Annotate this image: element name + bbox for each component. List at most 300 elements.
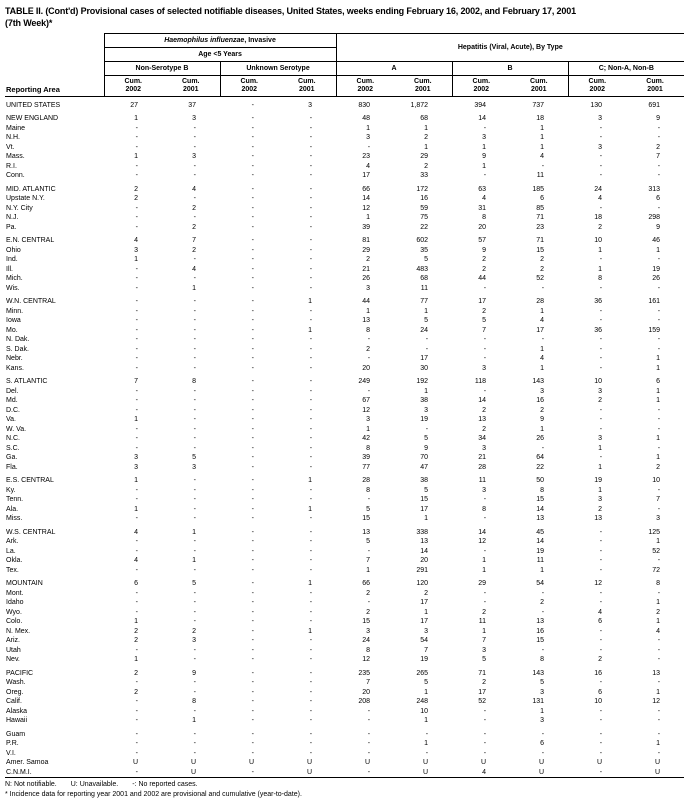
value-cell: 6: [598, 688, 603, 696]
value-cell: -: [309, 307, 313, 315]
value-cell: 52: [478, 698, 487, 705]
value-cell: 2: [540, 265, 545, 273]
table-row: [5, 284, 684, 294]
value-cell: 12: [362, 656, 371, 663]
reporting-area-cell: Minn.: [6, 307, 24, 315]
value-cell: -: [251, 265, 254, 273]
value-cell: -: [483, 387, 487, 395]
value-cell: 14: [478, 528, 487, 536]
value-cell: -: [251, 134, 254, 141]
value-cell: -: [599, 425, 603, 433]
value-cell: 13: [536, 515, 545, 522]
value-cell: -: [599, 557, 603, 564]
cum-2001-header: [162, 76, 220, 97]
value-cell: -: [309, 246, 313, 254]
value-cell: -: [251, 364, 254, 372]
value-cell: U: [538, 759, 545, 766]
reporting-area-cell: MID. ATLANTIC: [6, 185, 56, 193]
value-cell: -: [541, 730, 545, 738]
value-cell: 1: [540, 364, 545, 372]
cum-label: Cum.: [472, 78, 491, 85]
value-cell: -: [251, 162, 254, 170]
value-cell: 4: [192, 265, 196, 273]
value-cell: 130: [590, 101, 603, 109]
value-cell: 3: [540, 688, 545, 696]
value-cell: -: [193, 195, 196, 202]
value-cell: -: [251, 378, 254, 385]
value-cell: 1: [308, 505, 313, 513]
value-cell: 1: [424, 143, 429, 151]
value-cell: 12: [362, 406, 371, 414]
value-cell: 77: [420, 298, 429, 305]
value-cell: 13: [594, 515, 603, 522]
value-cell: -: [657, 730, 661, 738]
value-cell: 1: [424, 608, 429, 616]
cum-2001-header: [510, 76, 568, 97]
value-cell: 8: [540, 486, 545, 494]
value-cell: -: [251, 515, 254, 522]
value-cell: 10: [420, 707, 429, 715]
value-cell: -: [251, 355, 254, 362]
reporting-area-cell: Fla.: [6, 463, 18, 471]
table-row: [5, 185, 684, 195]
hflu-rest-label: , Invasive: [244, 36, 276, 44]
value-cell: 13: [478, 416, 487, 423]
value-cell: 36: [594, 298, 603, 305]
value-cell: -: [135, 486, 138, 494]
value-cell: -: [193, 547, 196, 555]
value-cell: -: [309, 387, 313, 395]
value-cell: -: [309, 378, 313, 385]
value-cell: U: [480, 759, 487, 766]
value-cell: 1: [482, 143, 487, 151]
value-cell: -: [483, 345, 487, 353]
year-label: 2001: [530, 86, 547, 93]
value-cell: -: [425, 336, 429, 343]
table-row: [5, 316, 684, 326]
value-cell: 2: [598, 656, 603, 663]
value-cell: 3: [482, 486, 487, 494]
value-cell: -: [657, 444, 661, 452]
value-cell: -: [599, 336, 603, 343]
value-cell: -: [599, 627, 603, 635]
value-cell: 21: [362, 265, 371, 273]
value-cell: -: [599, 749, 603, 757]
value-cell: -: [657, 656, 661, 663]
value-cell: -: [309, 345, 313, 353]
value-cell: 48: [362, 115, 371, 122]
value-cell: -: [599, 707, 603, 715]
value-cell: -: [135, 749, 138, 757]
value-cell: 75: [420, 214, 429, 221]
value-cell: 265: [416, 669, 429, 677]
value-cell: -: [367, 717, 371, 724]
value-cell: 2: [482, 307, 487, 315]
value-cell: 38: [420, 477, 429, 484]
value-cell: -: [657, 416, 661, 423]
value-cell: U: [364, 759, 371, 766]
value-cell: -: [251, 463, 254, 471]
value-cell: -: [599, 364, 603, 372]
value-cell: 1: [598, 444, 603, 452]
value-cell: -: [541, 444, 545, 452]
value-cell: -: [309, 115, 313, 122]
value-cell: -: [193, 538, 196, 545]
value-cell: -: [135, 547, 138, 555]
value-cell: 7: [656, 496, 661, 503]
value-cell: -: [483, 284, 487, 292]
value-cell: 118: [474, 378, 487, 385]
table-row: [5, 505, 684, 515]
value-cell: -: [135, 364, 138, 372]
value-cell: 7: [366, 679, 371, 686]
value-cell: -: [657, 172, 661, 179]
table-row: [5, 204, 684, 214]
value-cell: -: [599, 317, 603, 324]
value-cell: -: [251, 237, 254, 244]
value-cell: -: [367, 547, 371, 555]
value-cell: 68: [420, 115, 429, 122]
value-cell: 1: [134, 477, 138, 484]
value-cell: 2: [366, 345, 371, 353]
value-cell: U: [248, 759, 254, 766]
value-cell: 3: [482, 134, 487, 141]
footnotes: [5, 780, 684, 799]
value-cell: -: [309, 496, 313, 503]
value-cell: 5: [424, 256, 429, 263]
value-cell: 6: [598, 618, 603, 625]
value-cell: 6: [540, 740, 545, 747]
value-cell: 12: [478, 538, 487, 545]
value-cell: -: [309, 435, 313, 442]
value-cell: 185: [532, 185, 545, 193]
value-cell: -: [251, 397, 254, 404]
table-row: [5, 646, 684, 656]
value-cell: 10: [594, 698, 603, 705]
value-cell: -: [193, 134, 196, 141]
value-cell: 66: [362, 580, 371, 587]
value-cell: 20: [362, 364, 371, 372]
value-cell: -: [309, 204, 313, 212]
value-cell: 2: [366, 608, 371, 616]
table-row: [5, 425, 684, 435]
value-cell: 338: [416, 528, 429, 536]
value-cell: -: [657, 505, 661, 513]
year-label: 2001: [414, 86, 431, 93]
value-cell: -: [657, 679, 661, 686]
value-cell: -: [193, 707, 196, 715]
value-cell: -: [367, 740, 371, 747]
value-cell: 8: [366, 444, 371, 452]
value-cell: 14: [362, 195, 371, 202]
value-cell: -: [135, 162, 138, 170]
value-cell: 483: [416, 265, 429, 273]
value-cell: -: [657, 345, 661, 353]
value-cell: -: [193, 162, 196, 170]
value-cell: -: [251, 566, 254, 574]
value-cell: 159: [648, 326, 661, 334]
value-cell: 1: [134, 618, 138, 625]
value-cell: -: [135, 298, 138, 305]
value-cell: -: [367, 768, 371, 776]
value-cell: -: [135, 172, 138, 179]
value-cell: -: [251, 425, 254, 433]
value-cell: 3: [134, 463, 138, 471]
value-cell: 1: [598, 463, 603, 471]
value-cell: 19: [536, 547, 545, 555]
value-cell: -: [657, 162, 661, 170]
value-cell: 1: [482, 162, 487, 170]
value-cell: -: [483, 707, 487, 715]
value-cell: 16: [420, 195, 429, 202]
value-cell: -: [483, 717, 487, 724]
value-cell: -: [251, 214, 254, 221]
reporting-area-cell: Ala.: [6, 505, 19, 513]
value-cell: -: [135, 204, 138, 212]
table-row: [5, 274, 684, 284]
table-row: [5, 758, 684, 768]
value-cell: -: [309, 679, 313, 686]
value-cell: -: [599, 599, 603, 606]
value-cell: 1: [366, 214, 371, 221]
value-cell: 1: [366, 425, 371, 433]
value-cell: -: [657, 646, 661, 654]
value-cell: 36: [594, 326, 603, 334]
value-cell: -: [193, 646, 196, 654]
value-cell: 21: [478, 454, 487, 461]
value-cell: -: [193, 406, 196, 414]
value-cell: -: [599, 162, 603, 170]
reporting-area-cell: N.J.: [6, 214, 19, 221]
value-cell: 1: [134, 153, 138, 160]
subgroup-non-serotype-b: Non-Serotype B: [104, 62, 220, 76]
value-cell: 161: [648, 298, 661, 305]
value-cell: 4: [540, 153, 545, 160]
value-cell: -: [251, 336, 254, 343]
value-cell: 7: [192, 237, 196, 244]
value-cell: 30: [420, 364, 429, 372]
value-cell: -: [135, 265, 138, 273]
reporting-area-cell: W.S. CENTRAL: [6, 528, 56, 536]
value-cell: 5: [366, 538, 371, 545]
value-cell: 85: [536, 204, 545, 212]
value-cell: 1: [540, 345, 545, 353]
value-cell: 68: [420, 275, 429, 282]
reporting-area-cell: W.N. CENTRAL: [6, 298, 56, 305]
value-cell: -: [251, 317, 254, 324]
reporting-area-cell: Ill.: [6, 265, 13, 273]
reporting-area-cell: Ga.: [6, 454, 18, 461]
table-title-line2: (7th Week)*: [5, 17, 53, 28]
value-cell: -: [193, 515, 196, 522]
value-cell: -: [251, 101, 254, 109]
value-cell: 3: [598, 435, 603, 442]
value-cell: 29: [362, 246, 371, 254]
value-cell: -: [309, 528, 313, 536]
table-row: [5, 335, 684, 345]
value-cell: 6: [540, 195, 545, 202]
table-row: [5, 387, 684, 397]
value-cell: 14: [478, 115, 487, 122]
value-cell: -: [135, 717, 138, 724]
value-cell: -: [309, 740, 313, 747]
value-cell: -: [193, 326, 196, 334]
value-cell: -: [193, 364, 196, 372]
value-cell: -: [367, 387, 371, 395]
value-cell: -: [251, 435, 254, 442]
value-cell: 11: [478, 477, 487, 484]
value-cell: -: [309, 336, 313, 343]
table-row: [5, 716, 684, 726]
value-cell: -: [599, 345, 603, 353]
reporting-area-cell: S.C.: [6, 444, 20, 452]
reporting-area-cell: MOUNTAIN: [6, 580, 43, 587]
value-cell: 1: [308, 298, 313, 305]
value-cell: 1: [656, 618, 661, 625]
table-row: [5, 486, 684, 496]
value-cell: -: [135, 387, 138, 395]
value-cell: -: [309, 608, 313, 616]
value-cell: 4: [482, 195, 487, 202]
table-row: [5, 265, 684, 275]
value-cell: -: [135, 406, 138, 414]
reporting-area-cell: Miss.: [6, 515, 23, 522]
value-cell: -: [657, 717, 661, 724]
table-row: [5, 476, 684, 486]
reporting-area-cell: D.C.: [6, 406, 20, 414]
year-label: 2001: [647, 86, 663, 93]
value-cell: 3: [366, 134, 371, 141]
value-cell: -: [599, 134, 603, 141]
value-cell: 5: [482, 656, 487, 663]
value-cell: -: [251, 326, 254, 334]
cum-label: Cum.: [356, 78, 375, 85]
value-cell: -: [135, 223, 138, 231]
value-cell: -: [309, 416, 313, 423]
value-cell: -: [251, 740, 254, 747]
reporting-area-cell: Okla.: [6, 557, 23, 564]
value-cell: 5: [424, 317, 429, 324]
value-cell: -: [251, 223, 254, 231]
value-cell: 2: [366, 256, 371, 263]
value-cell: 15: [362, 618, 371, 625]
value-cell: 72: [652, 566, 661, 574]
value-cell: 1: [656, 355, 661, 362]
value-cell: 9: [482, 153, 487, 160]
table-row: [5, 194, 684, 204]
value-cell: 1: [656, 364, 661, 372]
reporting-area-cell: R.I.: [6, 162, 17, 170]
value-cell: -: [483, 599, 487, 606]
value-cell: 5: [192, 454, 196, 461]
value-cell: 10: [652, 477, 661, 484]
value-cell: -: [367, 599, 371, 606]
table-row: [5, 406, 684, 416]
table-row: [5, 307, 684, 317]
value-cell: 1: [424, 124, 429, 132]
subgroup-hep-a: A: [336, 62, 452, 76]
value-cell: 8: [366, 646, 371, 654]
value-cell: -: [135, 214, 138, 221]
value-cell: 66: [362, 185, 371, 193]
value-cell: -: [309, 355, 313, 362]
value-cell: -: [135, 317, 138, 324]
value-cell: 71: [536, 237, 545, 244]
value-cell: -: [135, 566, 138, 574]
value-cell: 28: [478, 463, 487, 471]
value-cell: 1: [540, 566, 545, 574]
value-cell: 8: [192, 698, 196, 705]
year-label: 2002: [473, 86, 490, 93]
value-cell: -: [135, 538, 138, 545]
notifiable-diseases-table: [5, 33, 684, 778]
value-cell: 17: [420, 618, 429, 625]
value-cell: -: [251, 153, 254, 160]
value-cell: -: [309, 153, 313, 160]
value-cell: -: [309, 486, 313, 494]
reporting-area-cell: Wyo.: [6, 608, 22, 616]
value-cell: 1: [540, 143, 545, 151]
value-cell: 28: [536, 298, 545, 305]
value-cell: 14: [478, 397, 487, 404]
cum-label: Cum.: [240, 78, 258, 85]
table-row: [5, 547, 684, 557]
value-cell: -: [135, 740, 138, 747]
value-cell: 47: [420, 463, 429, 471]
value-cell: -: [657, 284, 661, 292]
value-cell: -: [135, 698, 138, 705]
value-cell: -: [309, 730, 313, 738]
value-cell: -: [251, 124, 254, 132]
reporting-area-cell: Hawaii: [6, 717, 28, 724]
value-cell: 1: [192, 284, 196, 292]
footnote-unavailable: U: Unavailable.: [70, 781, 119, 788]
value-cell: -: [193, 679, 196, 686]
value-cell: 71: [478, 669, 487, 677]
value-cell: -: [599, 646, 603, 654]
value-cell: -: [251, 246, 254, 254]
value-cell: -: [251, 599, 254, 606]
reporting-area-label: Reporting Area: [6, 85, 60, 94]
value-cell: -: [193, 416, 196, 423]
subgroup-hep-b: B: [452, 62, 568, 76]
value-cell: -: [657, 486, 661, 494]
value-cell: 15: [420, 496, 429, 503]
value-cell: -: [135, 646, 138, 654]
value-cell: -: [251, 505, 254, 513]
value-cell: -: [251, 717, 254, 724]
value-cell: 131: [532, 698, 545, 705]
reporting-area-cell: Nebr.: [6, 355, 23, 362]
value-cell: 1: [540, 307, 545, 315]
value-cell: 192: [416, 378, 429, 385]
value-cell: -: [251, 749, 254, 757]
table-row: [5, 143, 684, 153]
table-row: [5, 636, 684, 646]
value-cell: 12: [594, 580, 603, 587]
value-cell: 2: [192, 246, 196, 254]
cum-2001-header: [278, 76, 336, 97]
table-row: [5, 566, 684, 576]
value-cell: -: [483, 740, 487, 747]
value-cell: -: [135, 599, 138, 606]
value-cell: 1: [134, 115, 138, 122]
value-cell: -: [483, 515, 487, 522]
value-cell: 28: [362, 477, 371, 484]
value-cell: 9: [482, 246, 487, 254]
value-cell: 4: [192, 185, 196, 193]
value-cell: 2: [656, 463, 661, 471]
